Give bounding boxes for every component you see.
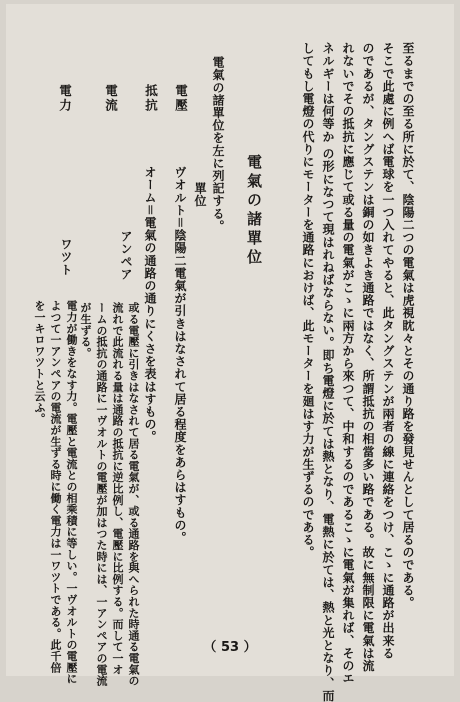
ampere-line: 或る電壓に引きはなされて居る電氣が、或る通路を與へられた時通る電氣の	[127, 302, 140, 687]
body-line: れないでその抵抗に應じて或る量の電氣がこゝに兩方から來つて、中和するのであるこゝに電氣が集れば、そのエ	[341, 42, 355, 685]
term-resistance: 抵抗	[143, 84, 159, 113]
watt-line: を一キロワツトと云ふ。	[33, 300, 46, 425]
body-line: ネルギーは何等か の形になつて現はれねばならない。即ち電燈に於ては熱となり、電熱に於ては、熱と光となり、而	[321, 42, 335, 702]
term-current: 電流	[103, 84, 119, 113]
unit-watt: ワツト	[59, 238, 73, 276]
body-line: のであるが、タングステンは銅の如きよき通路ではなく、所謂抵抗の相當多い路である。故に無制限に電氣は流	[361, 42, 375, 672]
watt-line: よつて一アンペアの電流が生ずる時に働く電力は一ワツトである。此千倍	[49, 300, 62, 673]
term-power: 電力	[57, 84, 73, 113]
section-title: 電氣の諸單位	[245, 154, 263, 268]
definition-ohm: オーム＝電氣の通路の通りにくさを表はすもの。	[143, 166, 157, 444]
ampere-line: が生ずる。	[79, 302, 92, 359]
body-line: そこで此處に例へば電球を一つ入れてやると、此タングステンが兩者の線に連絡をつけ、こゝに通路が出来る	[381, 42, 395, 660]
term-voltage: 電壓	[173, 84, 189, 113]
unit-header: 單位	[193, 182, 207, 208]
page-number: （ 53 ）	[203, 640, 257, 655]
body-line: 至るまでの至る所に於て、陰陽二つの電氣は虎視眈々とその通り路を發見せんとして居るのである。	[401, 42, 415, 609]
ampere-line: 流れで此流れる量は通路の抵抗に逆比例し、電壓に比例する。而して一オ	[111, 302, 124, 675]
definition-volt: ヴオルト＝陰陽二電氣が引きはなされて居る程度をあらはすもの。	[173, 166, 187, 544]
watt-line: 電力が働きをなす力。電壓と電流との相乘積に等しい。一ヴオルトの電壓に	[65, 300, 78, 685]
unit-ampere: アンペア	[119, 230, 133, 281]
book-page	[6, 4, 454, 702]
ampere-line: ームの抵抗の通路に一ヴオルトの電壓が加はつた時には、一アンペアの電流	[95, 302, 108, 687]
intro-line: 電氣の諸單位を左に列記する。	[211, 56, 225, 233]
body-line: してもし電燈の代りにモーターを通路におけば、此モーターを廻はす力が生ずるのである。	[301, 42, 315, 559]
